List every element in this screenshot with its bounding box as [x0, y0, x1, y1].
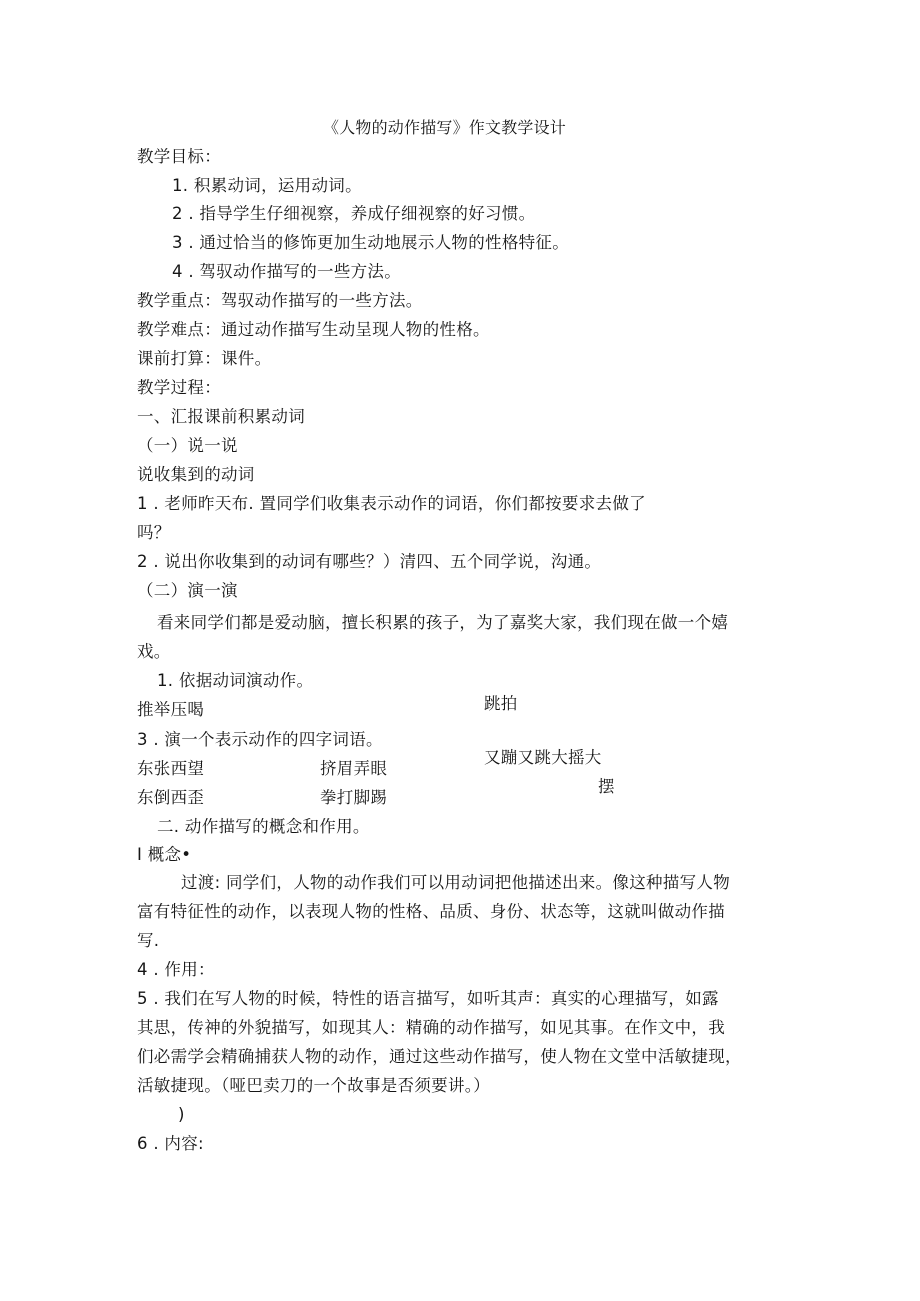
- text-line: 2 . 指导学生仔细视察，养成仔细视察的好习惯。: [172, 204, 536, 223]
- text-line: 教学重点：驾驭动作描写的一些方法。: [137, 291, 423, 310]
- text-line: 1. 依据动词演动作。: [157, 671, 314, 690]
- text-line: ): [178, 1105, 185, 1124]
- text-line: 1 . 老师昨天布. 置同学们收集表示动作的词语，你们都按要求去做了: [137, 494, 646, 513]
- text-line: 看来同学们都是爱动脑，擅长积累的孩子，为了嘉奖大家，我们现在做一个嬉: [157, 613, 729, 632]
- text-line: 推举压喝: [137, 700, 205, 719]
- text-line: 富有特征性的动作，以表现人物的性格、品质、身份、状态等，这就叫做动作描: [137, 902, 725, 921]
- text-line: 说收集到的动词: [137, 465, 255, 484]
- text-line: 教学目标：: [137, 147, 221, 166]
- text-line: （二）演一演: [137, 581, 238, 600]
- text-line: 教学难点：通过动作描写生动呈现人物的性格。: [137, 320, 490, 339]
- text-line: 教学过程：: [137, 378, 221, 397]
- text-line: 吗？: [137, 523, 171, 542]
- text-line: 1. 积累动词，运用动词。: [172, 176, 362, 195]
- text-line: 们必需学会精确捕获人物的动作，通过这些动作描写，使人物在文堂中活敏捷现，: [137, 1047, 742, 1066]
- text-line: 4 . 作用：: [137, 960, 215, 979]
- text-line: 摆: [598, 777, 615, 796]
- text-line: 4 . 驾驭动作描写的一些方法。: [172, 262, 402, 281]
- text-line: 拳打脚踢: [320, 788, 388, 807]
- text-line: 东倒西歪: [137, 788, 205, 807]
- text-line: 东张西望: [137, 759, 205, 778]
- text-line: 3 . 演一个表示动作的四字词语。: [137, 730, 383, 749]
- text-line: 戏。: [137, 642, 171, 661]
- text-line: 写.: [137, 931, 160, 950]
- text-line: 二. 动作描写的概念和作用。: [157, 817, 370, 836]
- text-line: 其思，传神的外貌描写，如现其人：精确的动作描写，如见其事。在作文中，我: [137, 1018, 725, 1037]
- text-line: 一、汇报课前积累动词: [137, 407, 305, 426]
- text-line: 活敏捷现。（哑巴卖刀的一个故事是否须要讲。）: [137, 1076, 491, 1095]
- text-line: 2 . 说出你收集到的动词有哪些？）清四、五个同学说，沟通。: [137, 552, 602, 571]
- text-line: 又蹦又跳大摇大: [484, 748, 602, 767]
- document-title: 《人物的动作描写》作文教学设计: [323, 118, 567, 137]
- text-line: I 概念•: [137, 845, 192, 864]
- text-line: 3 . 通过恰当的修饰更加生动地展示人物的性格特征。: [172, 233, 570, 252]
- text-line: 挤眉弄眼: [320, 759, 388, 778]
- text-line: 课前打算：课件。: [137, 349, 272, 368]
- text-line: （一）说一说: [137, 436, 238, 455]
- text-line: 过渡: 同学们，人物的动作我们可以用动词把他描述出来。像这种描写人物: [181, 873, 731, 892]
- text-line: 5 . 我们在写人物的时候，特性的语言描写，如听其声：真实的心理描写，如露: [137, 989, 719, 1008]
- text-line: 6 . 内容:: [137, 1134, 204, 1153]
- text-line: 跳拍: [484, 694, 518, 713]
